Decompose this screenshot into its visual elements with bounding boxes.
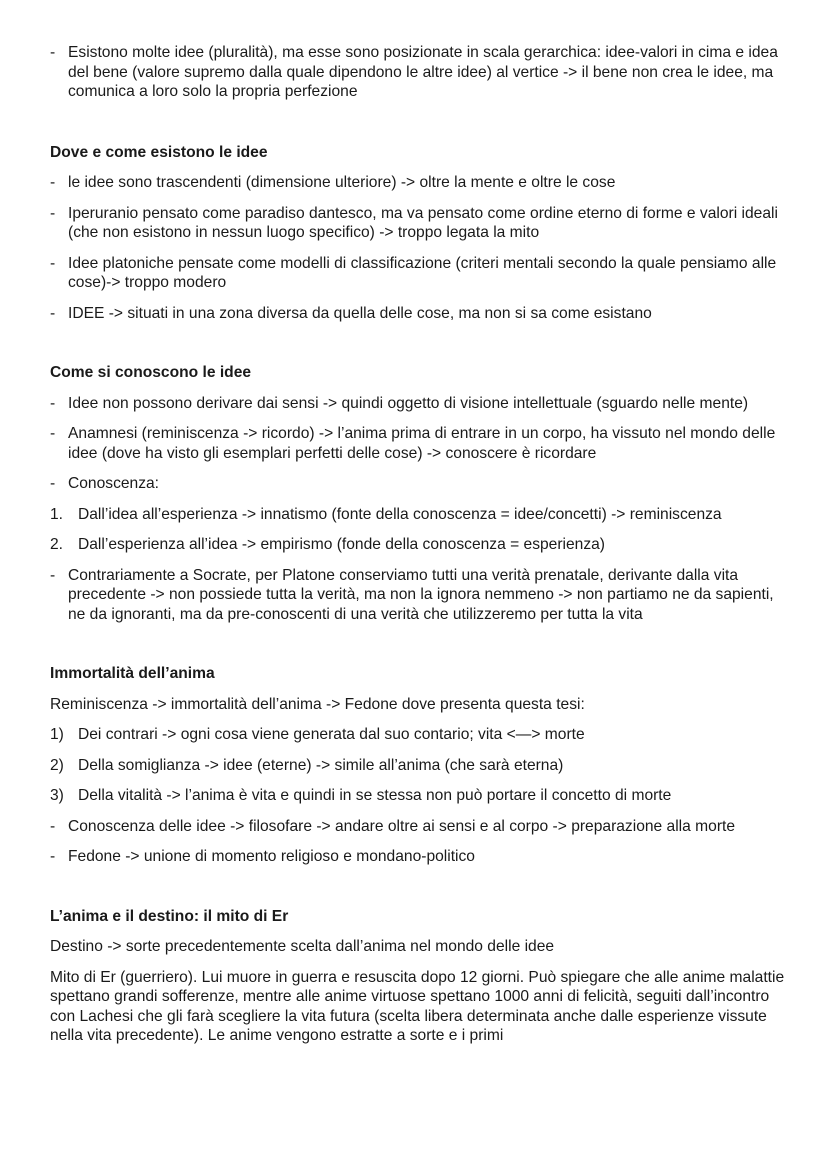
list-item-text: Conoscenza:: [68, 475, 160, 492]
dash-marker: -: [50, 304, 56, 322]
list-item-text: IDEE -> situati in una zona diversa da quella delle cose, ma non si sa come esistano: [68, 304, 652, 322]
list-item-text: Anamnesi (reminiscenza -> ricordo) -> l’anima prima di entrare in un corpo, ha vissuto nel mondo delle idee (dove ha visto gli esemplari perfetti delle cose) -> conoscere è ricordare: [68, 425, 776, 462]
dash-marker: -: [50, 394, 56, 412]
section-heading: Come si conoscono le idee: [50, 364, 252, 381]
paragraph: Reminiscenza -> immortalità dell’anima -> Fedone dove presenta questa tesi:: [50, 695, 585, 713]
list-item: [50, 254, 788, 293]
dash-marker: -: [50, 817, 56, 835]
list-item: [50, 43, 788, 102]
list-item: [50, 304, 788, 324]
numbered-item: [50, 505, 788, 525]
number-marker: 1.: [50, 505, 64, 523]
numbered-item-text: Dall’idea all’esperienza -> innatismo (fonte della conoscenza = idee/concetti) -> reminiscenza: [78, 505, 722, 523]
list-item: [50, 424, 788, 463]
list-item: [50, 566, 788, 625]
dash-marker: -: [50, 475, 56, 492]
list-item-text: le idee sono trascendenti (dimensione ulteriore) -> oltre la mente e oltre le cose: [68, 174, 616, 191]
list-item: [50, 817, 788, 837]
paragraph: Destino -> sorte precedentemente scelta dall’anima nel mondo delle idee: [50, 938, 555, 955]
list-item: [50, 173, 788, 193]
numbered-item-text: Dall’esperienza all’idea -> empirismo (fonde della conoscenza = esperienza): [78, 536, 606, 553]
dash-marker: -: [50, 174, 56, 191]
numbered-item-text: Della vitalità -> l’anima è vita e quindi in se stessa non può portare il concetto di morte: [78, 787, 672, 804]
dash-marker: -: [50, 254, 56, 272]
list-item-text: Idee non possono derivare dai sensi -> quindi oggetto di visione intellettuale (sguardo nelle mente): [68, 394, 749, 412]
dash-marker: -: [50, 44, 56, 61]
dash-marker: -: [50, 848, 56, 865]
list-item-text: Idee platoniche pensate come modelli di classificazione (criteri mentali secondo la quale pensiamo alle cose)-> troppo modero: [68, 254, 777, 291]
list-item-text: Esistono molte idee (pluralità), ma esse sono posizionate in scala gerarchica: idee-valori in cima e idea del bene (valore supremo dalla quale dipendono le altre idee) al vertice -> il bene non crea le idee, ma comunica a loro solo la propria perfezione: [68, 44, 778, 100]
number-marker: 3): [50, 787, 64, 804]
list-item: [50, 394, 788, 414]
section-heading: Immortalità dell’anima: [50, 665, 215, 682]
number-marker: 1): [50, 726, 64, 743]
list-item-text: Iperuranio pensato come paradiso dantesco, ma va pensato come ordine eterno di forme e valori ideali (che non esistono in nessun luogo specifico) -> troppo legata la mito: [68, 204, 778, 241]
number-marker: 2.: [50, 536, 64, 553]
dash-marker: -: [50, 566, 56, 584]
list-item: [50, 474, 788, 494]
section-heading: L’anima e il destino: il mito di Er: [50, 907, 289, 925]
list-item-text: Contrariamente a Socrate, per Platone conserviamo tutti una verità prenatale, derivante dalla vita precedente -> non possiede tutta la verità, ma non la ignora nemmeno -> non partiamo ne da sapienti, ne da ignoranti, ma da pre-conoscenti di una verità che utilizzeremo per tutta la vita: [68, 566, 774, 623]
list-item: [50, 204, 788, 243]
numbered-item: [50, 725, 788, 745]
list-item: [50, 847, 788, 867]
list-item-text: Conoscenza delle idee -> filosofare -> andare oltre ai sensi e al corpo -> preparazione alla morte: [68, 817, 736, 835]
number-marker: 2): [50, 756, 64, 774]
paragraph: Mito di Er (guerriero). Lui muore in guerra e resuscita dopo 12 giorni. Può spiegare che alle anime malattie spettano grandi sofferenze, mentre alle anime virtuose spettano 1000 anni di felicità, seguiti dall’incontro con Lachesi che gli farà scegliere la vita futura (scelta libera determinata anche dalle esperienze vissute nella vita precedente). Le anime vengono estratte a sorte e i primi: [50, 968, 785, 1044]
numbered-item: [50, 756, 788, 776]
dash-marker: -: [50, 204, 56, 222]
numbered-item-text: Dei contrari -> ogni cosa viene generata dal suo contario; vita <—> morte: [78, 726, 585, 743]
dash-marker: -: [50, 425, 56, 442]
numbered-item: [50, 786, 788, 806]
section-heading: Dove e come esistono le idee: [50, 143, 268, 161]
list-item-text: Fedone -> unione di momento religioso e mondano-politico: [68, 848, 475, 865]
numbered-item-text: Della somiglianza -> idee (eterne) -> simile all’anima (che sarà eterna): [78, 756, 564, 774]
numbered-item: [50, 535, 788, 555]
